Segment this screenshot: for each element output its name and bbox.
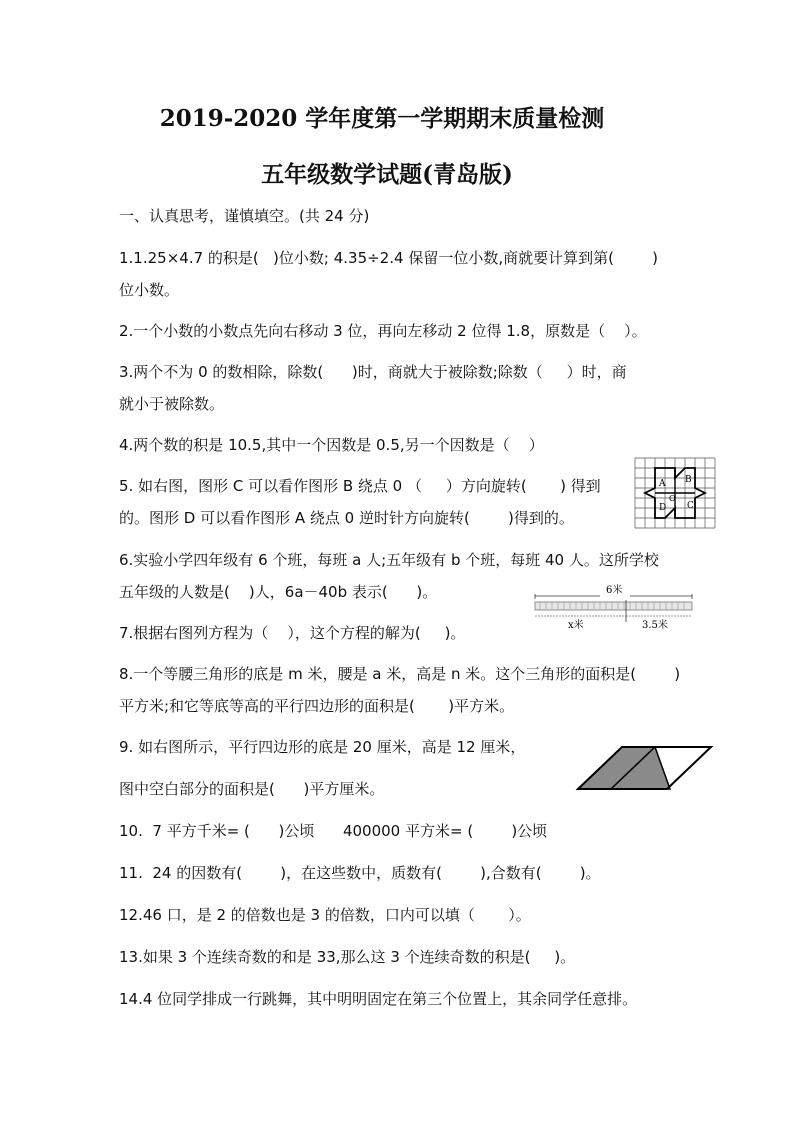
page-title: 2019-2020 学年度第一学期期末质量检测 (159, 105, 605, 132)
figure-label-b: B (685, 475, 692, 485)
figure-label-a: A (659, 479, 666, 489)
question-3-line-2: 就小于被除数。 (119, 395, 225, 413)
question-10: 10. 7 平方千米= ( )公顷 400000 平方米= ( )公顷 (119, 822, 548, 840)
figure-label-d: D (659, 503, 667, 513)
question-5-line-2: 的。图形 D 可以看作图形 A 绕点 0 逆时针方向旋转( )得到的。 (119, 509, 574, 527)
question-1-line-2: 位小数。 (119, 281, 180, 299)
figure-label-c: C (687, 501, 694, 511)
question-7: 7.根据右图列方程为（ ），这个方程的解为( )。 (119, 624, 466, 642)
question-6-line-1: 6.实验小学四年级有 6 个班，每班 a 人;五年级有 b 个班，每班 40 人。这所学校 (119, 551, 659, 569)
question-14: 14.4 位同学排成一行跳舞，其中明明固定在第三个位置上，其余同学任意排。 (119, 990, 638, 1008)
question-5-line-1: 5. 如右图，图形 C 可以看作图形 B 绕点 0 （ ）方向旋转( ) 得到 (119, 477, 601, 495)
question-9-line-1: 9. 如右图所示，平行四边形的底是 20 厘米，高是 12 厘米， (119, 738, 526, 756)
question-8-line-1: 8.一个等腰三角形的底是 m 米，腰是 a 米，高是 n 米。这个三角形的面积是( ) (119, 665, 681, 683)
segment-right-label: 3.5米 (642, 620, 668, 630)
question-13: 13.如果 3 个连续奇数的和是 33,那么这 3 个连续奇数的积是( )。 (119, 948, 576, 966)
parallelogram-figure (575, 744, 715, 794)
question-4: 4.两个数的积是 10.5,其中一个因数是 0.5,另一个因数是（ ） (119, 436, 544, 454)
page-subtitle: 五年级数学试题(青岛版) (261, 161, 513, 188)
question-3-line-1: 3.两个不为 0 的数相除，除数( )时，商就大于被除数;除数（ ）时，商 (119, 363, 627, 381)
segment-x-label: x米 (568, 620, 584, 630)
question-2: 2.一个小数的小数点先向右移动 3 位，再向左移动 2 位得 1.8，原数是（ ）。 (119, 322, 647, 340)
segment-diagram-figure (530, 580, 700, 630)
segment-total-label: 6米 (606, 585, 623, 596)
section-heading: 一、认真思考，谨慎填空。(共 24 分) (119, 207, 370, 225)
question-12: 12.46 口，是 2 的倍数也是 3 的倍数，口内可以填（ ）。 (119, 906, 531, 924)
rotation-grid-figure (633, 456, 717, 532)
question-11: 11. 24 的因数有( )，在这些数中，质数有( ),合数有( )。 (119, 864, 601, 882)
question-8-line-2: 平方米;和它等底等高的平行四边形的面积是( )平方米。 (119, 697, 515, 715)
question-6-line-2: 五年级的人数是( )人，6a－40b 表示( )。 (119, 583, 438, 601)
question-9-line-2: 图中空白部分的面积是( )平方厘米。 (119, 780, 385, 798)
figure-label-o: O (669, 494, 676, 503)
question-1-line-1: 1.1.25×4.7 的积是( )位小数; 4.35÷2.4 保留一位小数,商就要计算到第( ) (119, 249, 658, 267)
